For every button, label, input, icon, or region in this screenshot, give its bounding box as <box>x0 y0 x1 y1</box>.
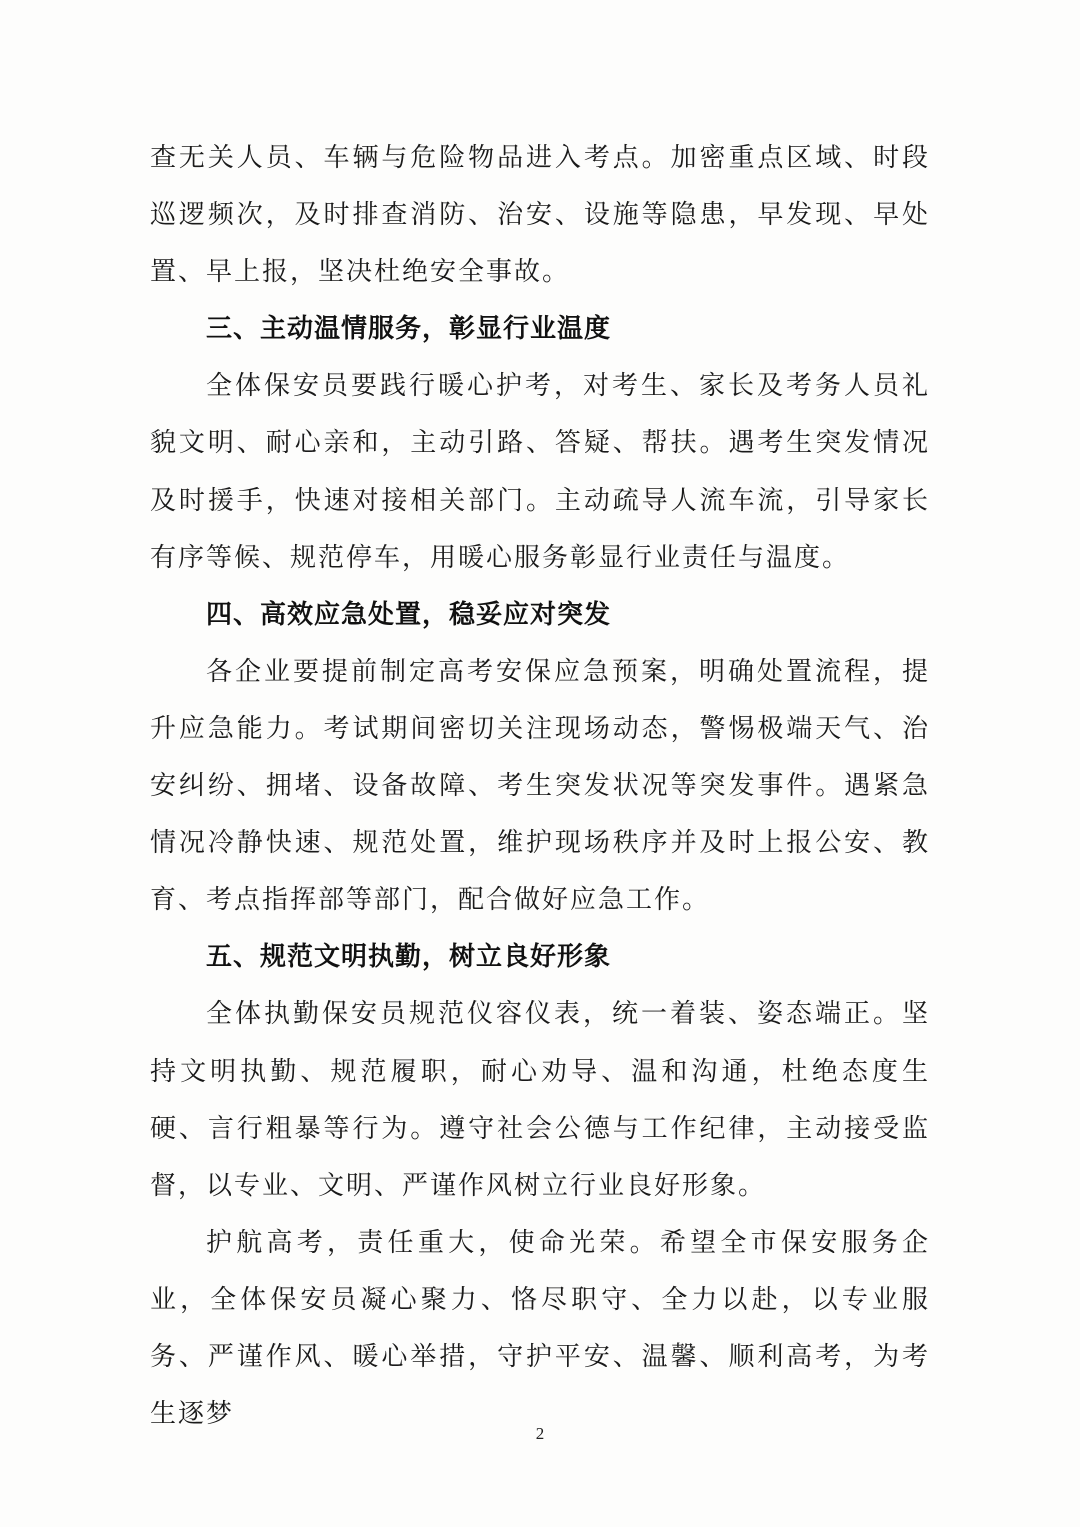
paragraph-closing: 护航高考，责任重大，使命光荣。希望全市保安服务企业，全体保安员凝心聚力、恪尽职守、全力以赴，以专业服务、严谨作风、暖心举措，守护平安、温馨、顺利高考，为考生逐梦 <box>150 1227 930 1430</box>
paragraph-emergency: 各企业要提前制定高考安保应急预案，明确处置流程，提升应急能力。考试期间密切关注现场动态，警惕极端天气、治安纠纷、拥堵、设备故障、考生突发状况等突发事件。遇紧急情况冷静快速、规范处置，维护现场秩序并及时上报公安、教育、考点指挥部等部门，配合做好应急工作。 <box>150 656 930 916</box>
page-number: 2 <box>535 1424 545 1443</box>
paragraph-continuation: 查无关人员、车辆与危险物品进入考点。加密重点区域、时段巡逻频次，及时排查消防、治安、设施等隐患，早发现、早处置、早上报，坚决杜绝安全事故。 <box>150 143 930 288</box>
section-heading-5: 五、规范文明执勤，树立良好形象 <box>206 942 612 973</box>
section-heading-4: 四、高效应急处置，稳妥应对突发 <box>206 599 612 630</box>
section-heading-3: 三、主动温情服务，彰显行业温度 <box>206 314 612 345</box>
paragraph-service: 全体保安员要践行暖心护考，对考生、家长及考务人员礼貌文明、耐心亲和，主动引路、答疑、帮扶。遇考生突发情况及时援手，快速对接相关部门。主动疏导人流车流，引导家长有序等候、规范停车，用暖心服务彰显行业责任与温度。 <box>150 371 930 573</box>
paragraph-conduct: 全体执勤保安员规范仪容仪表，统一着装、姿态端正。坚持文明执勤、规范履职，耐心劝导、温和沟通，杜绝态度生硬、言行粗暴等行为。遵守社会公德与工作纪律，主动接受监督，以专业、文明、严谨作风树立行业良好形象。 <box>150 999 930 1201</box>
